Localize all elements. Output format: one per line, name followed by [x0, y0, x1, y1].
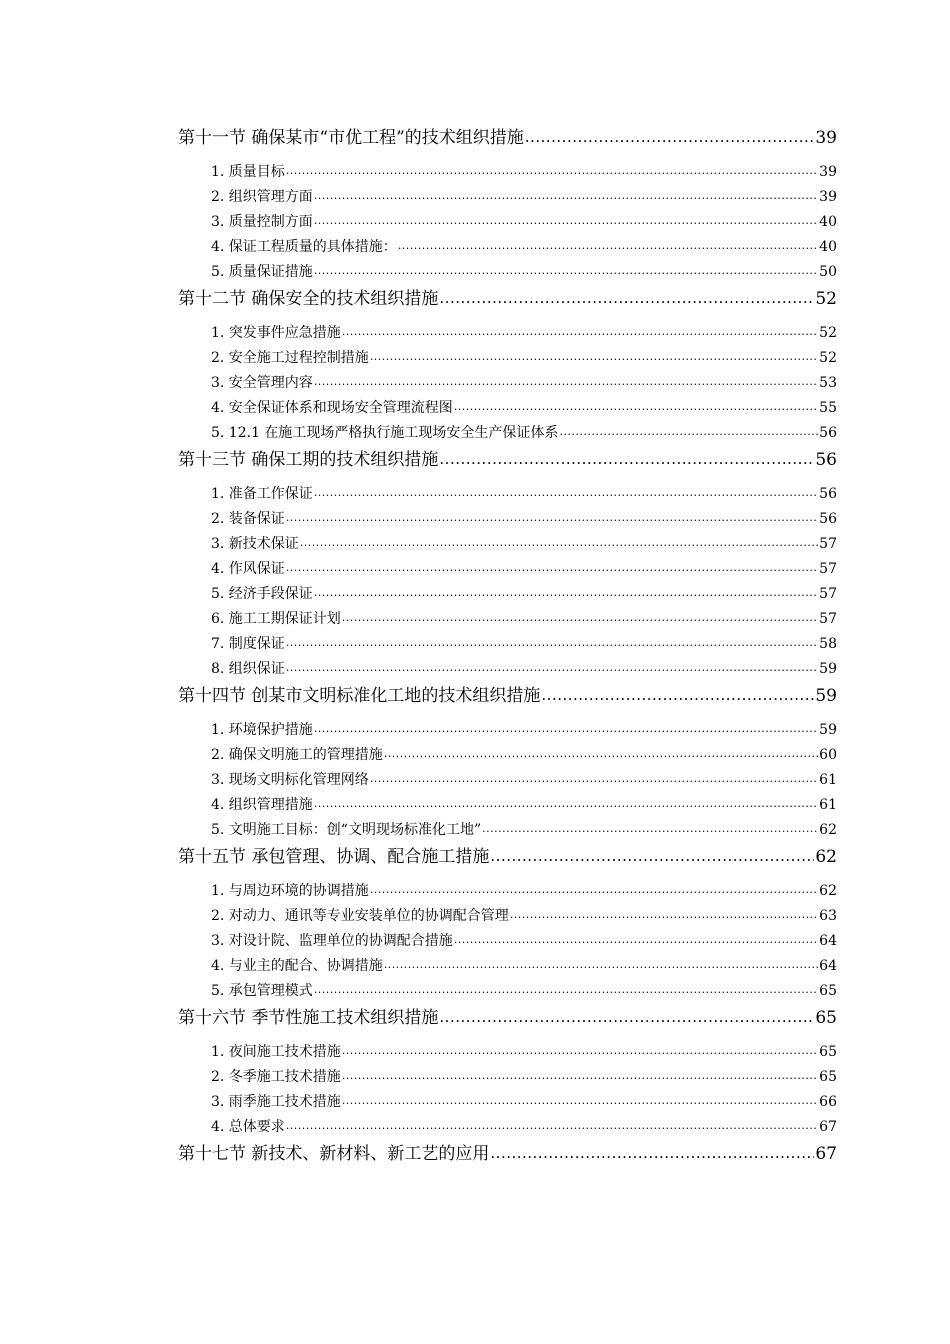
- dot-leader: [490, 843, 814, 871]
- toc-subsection-title: 3. 对设计院、监理单位的协调配合措施: [211, 933, 453, 949]
- toc-page-number: 61: [819, 772, 837, 788]
- toc-subsection-title: 5. 文明施工目标：创“文明现场标准化工地”: [211, 822, 482, 838]
- dot-leader: [439, 446, 814, 474]
- dot-leader: [541, 682, 814, 710]
- toc-subsection-title: 6. 施工工期保证计划: [211, 611, 341, 627]
- dot-leader: [314, 260, 818, 285]
- toc-subsection-entry[interactable]: [178, 954, 837, 979]
- toc-subsection-entry[interactable]: [178, 929, 837, 954]
- toc-subsection-entry[interactable]: [178, 582, 837, 607]
- toc-page-number: 67: [819, 1119, 837, 1135]
- dot-leader: [314, 185, 818, 210]
- dot-leader: [370, 768, 818, 793]
- toc-page-number: 56: [819, 511, 837, 527]
- dot-leader: [286, 557, 818, 582]
- toc-subsection-entry[interactable]: [178, 718, 837, 743]
- toc-page-number: 64: [819, 958, 837, 974]
- dot-leader: [342, 1040, 818, 1065]
- toc-subsection-entry[interactable]: [178, 160, 837, 185]
- toc-subsection-title: 7. 制度保证: [211, 636, 285, 652]
- toc-subsection-title: 5. 承包管理模式: [211, 983, 313, 999]
- toc-subsection-title: 2. 冬季施工技术措施: [211, 1069, 341, 1085]
- toc-subsection-entry[interactable]: [178, 532, 837, 557]
- dot-leader: [286, 160, 818, 185]
- toc-section-title: 第十七节 新技术、新材料、新工艺的应用: [178, 1144, 490, 1164]
- toc-page-number: 40: [819, 239, 837, 255]
- toc-page-number: 60: [819, 747, 837, 763]
- toc-subsection-title: 1. 夜间施工技术措施: [211, 1044, 341, 1060]
- toc-subsection-title: 1. 与周边环境的协调措施: [211, 883, 369, 899]
- toc-section-title: 第十四节 创某市文明标准化工地的技术组织措施: [178, 686, 541, 706]
- toc-page-number: 65: [819, 983, 837, 999]
- dot-leader: [559, 421, 818, 446]
- dot-leader: [342, 607, 818, 632]
- toc-page-number: 62: [815, 847, 837, 867]
- toc-subsection-title: 2. 装备保证: [211, 511, 285, 527]
- dot-leader: [439, 1004, 814, 1032]
- toc-subsection-title: 2. 对动力、通讯等专业安装单位的协调配合管理: [211, 908, 509, 924]
- dot-leader: [286, 657, 818, 682]
- toc-section-title: 第十三节 确保工期的技术组织措施: [178, 450, 439, 470]
- toc-section-entry[interactable]: [178, 1140, 837, 1168]
- dot-leader: [314, 482, 818, 507]
- toc-subsection-entry[interactable]: [178, 421, 837, 446]
- toc-subsection-entry[interactable]: [178, 768, 837, 793]
- toc-page-number: 39: [815, 128, 837, 148]
- toc-page-number: 59: [819, 722, 837, 738]
- dot-leader: [286, 1115, 818, 1140]
- dot-leader: [525, 124, 815, 152]
- toc-subsection-entry[interactable]: [178, 260, 837, 285]
- toc-subsection-title: 3. 现场文明标化管理网络: [211, 772, 369, 788]
- toc-subsection-title: 2. 组织管理方面: [211, 189, 313, 205]
- dot-leader: [454, 396, 818, 421]
- dot-leader: [454, 929, 818, 954]
- toc-subsection-title: 4. 作风保证: [211, 561, 285, 577]
- toc-subsection-entry[interactable]: [178, 657, 837, 682]
- toc-subsection-entry[interactable]: [178, 185, 837, 210]
- toc-subsection-entry[interactable]: [178, 482, 837, 507]
- dot-leader: [510, 904, 818, 929]
- toc-subsection-entry[interactable]: [178, 371, 837, 396]
- toc-page-number: 57: [819, 586, 837, 602]
- toc-subsection-title: 3. 新技术保证: [211, 536, 299, 552]
- toc-subsection-title: 1. 环境保护措施: [211, 722, 313, 738]
- toc-subsection-entry[interactable]: [178, 879, 837, 904]
- toc-subsection-title: 4. 组织管理措施: [211, 797, 313, 813]
- dot-leader: [490, 1140, 814, 1168]
- toc-section-entry[interactable]: [178, 285, 837, 313]
- dot-leader: [314, 718, 818, 743]
- toc-subsection-entry[interactable]: [178, 1090, 837, 1115]
- toc-page-number: 59: [815, 686, 837, 706]
- toc-subsection-entry[interactable]: [178, 235, 837, 260]
- toc-subsection-title: 2. 安全施工过程控制措施: [211, 350, 369, 366]
- toc-page-number: 39: [819, 189, 837, 205]
- toc-page-number: 57: [819, 536, 837, 552]
- toc-page-number: 52: [819, 325, 837, 341]
- toc-page-number: 52: [819, 350, 837, 366]
- toc-subsection-entry[interactable]: [178, 1065, 837, 1090]
- toc-subsection-title: 5. 经济手段保证: [211, 586, 313, 602]
- toc-section-entry[interactable]: [178, 124, 837, 152]
- dot-leader: [314, 979, 818, 1004]
- toc-page-number: 61: [819, 797, 837, 813]
- dot-leader: [286, 507, 818, 532]
- toc-subsection-entry[interactable]: [178, 793, 837, 818]
- toc-section-title: 第十一节 确保某市“市优工程”的技术组织措施: [178, 128, 524, 148]
- toc-page-number: 57: [819, 611, 837, 627]
- toc-subsection-entry[interactable]: [178, 607, 837, 632]
- toc-page-number: 40: [819, 214, 837, 230]
- dot-leader: [370, 879, 818, 904]
- toc-subsection-entry[interactable]: [178, 1115, 837, 1140]
- toc-subsection-entry[interactable]: [178, 396, 837, 421]
- toc-section-title: 第十五节 承包管理、协调、配合施工措施: [178, 847, 490, 867]
- dot-leader: [342, 1090, 818, 1115]
- toc-page-number: 56: [819, 425, 837, 441]
- toc-subsection-title: 4. 与业主的配合、协调措施: [211, 958, 383, 974]
- dot-leader: [314, 582, 818, 607]
- toc-page-number: 66: [819, 1094, 837, 1110]
- dot-leader: [342, 1065, 818, 1090]
- toc-page-number: 39: [819, 164, 837, 180]
- toc-subsection-title: 4. 安全保证体系和现场安全管理流程图: [211, 400, 453, 416]
- toc-section-entry[interactable]: [178, 1004, 837, 1032]
- toc-subsection-title: 1. 质量目标: [211, 164, 285, 180]
- toc-section-entry[interactable]: [178, 682, 837, 710]
- toc-page-number: 58: [819, 636, 837, 652]
- toc-subsection-title: 1. 准备工作保证: [211, 486, 313, 502]
- dot-leader: [482, 818, 818, 843]
- toc-page-number: 52: [815, 289, 837, 309]
- toc-section-entry[interactable]: [178, 446, 837, 474]
- toc-page-number: 56: [815, 450, 837, 470]
- toc-page-number: 59: [819, 661, 837, 677]
- toc-subsection-title: 2. 确保文明施工的管理措施: [211, 747, 383, 763]
- toc-subsection-title: 3. 安全管理内容: [211, 375, 313, 391]
- toc-page-number: 56: [819, 486, 837, 502]
- toc-page-number: 67: [815, 1144, 837, 1164]
- toc-subsection-title: 5. 质量保证措施: [211, 264, 313, 280]
- toc-page-number: 62: [819, 822, 837, 838]
- dot-leader: [314, 793, 818, 818]
- toc-section-title: 第十六节 季节性施工技术组织措施: [178, 1008, 439, 1028]
- dot-leader: [398, 235, 818, 260]
- toc-subsection-entry[interactable]: [178, 557, 837, 582]
- toc-subsection-entry[interactable]: [178, 818, 837, 843]
- toc-subsection-entry[interactable]: [178, 743, 837, 768]
- toc-page-number: 53: [819, 375, 837, 391]
- dot-leader: [370, 346, 818, 371]
- toc-subsection-title: 1. 突发事件应急措施: [211, 325, 341, 341]
- toc-subsection-entry[interactable]: [178, 632, 837, 657]
- toc-subsection-entry[interactable]: [178, 507, 837, 532]
- toc-subsection-title: 5. 12.1 在施工现场严格执行施工现场安全生产保证体系: [211, 425, 559, 441]
- toc-section-title: 第十二节 确保安全的技术组织措施: [178, 289, 439, 309]
- toc-subsection-entry[interactable]: [178, 1040, 837, 1065]
- toc-page-number: 57: [819, 561, 837, 577]
- toc-page-number: 55: [819, 400, 837, 416]
- dot-leader: [439, 285, 814, 313]
- toc-subsection-title: 8. 组织保证: [211, 661, 285, 677]
- toc-page-number: 65: [819, 1044, 837, 1060]
- toc-subsection-title: 4. 总体要求: [211, 1119, 285, 1135]
- toc-page-number: 63: [819, 908, 837, 924]
- toc-subsection-title: 4. 保证工程质量的具体措施：: [211, 239, 397, 255]
- toc-subsection-entry[interactable]: [178, 210, 837, 235]
- toc-subsection-title: 3. 质量控制方面: [211, 214, 313, 230]
- dot-leader: [314, 371, 818, 396]
- dot-leader: [384, 954, 818, 979]
- dot-leader: [314, 210, 818, 235]
- toc-page-number: 65: [815, 1008, 837, 1028]
- toc-subsection-entry[interactable]: [178, 979, 837, 1004]
- toc-subsection-entry[interactable]: [178, 346, 837, 371]
- table-of-contents: [178, 124, 837, 1168]
- toc-subsection-title: 3. 雨季施工技术措施: [211, 1094, 341, 1110]
- dot-leader: [286, 632, 818, 657]
- toc-page-number: 50: [819, 264, 837, 280]
- toc-page-number: 64: [819, 933, 837, 949]
- toc-subsection-entry[interactable]: [178, 904, 837, 929]
- toc-subsection-entry[interactable]: [178, 321, 837, 346]
- toc-section-entry[interactable]: [178, 843, 837, 871]
- dot-leader: [300, 532, 818, 557]
- dot-leader: [342, 321, 818, 346]
- toc-page-number: 65: [819, 1069, 837, 1085]
- dot-leader: [384, 743, 818, 768]
- toc-page-number: 62: [819, 883, 837, 899]
